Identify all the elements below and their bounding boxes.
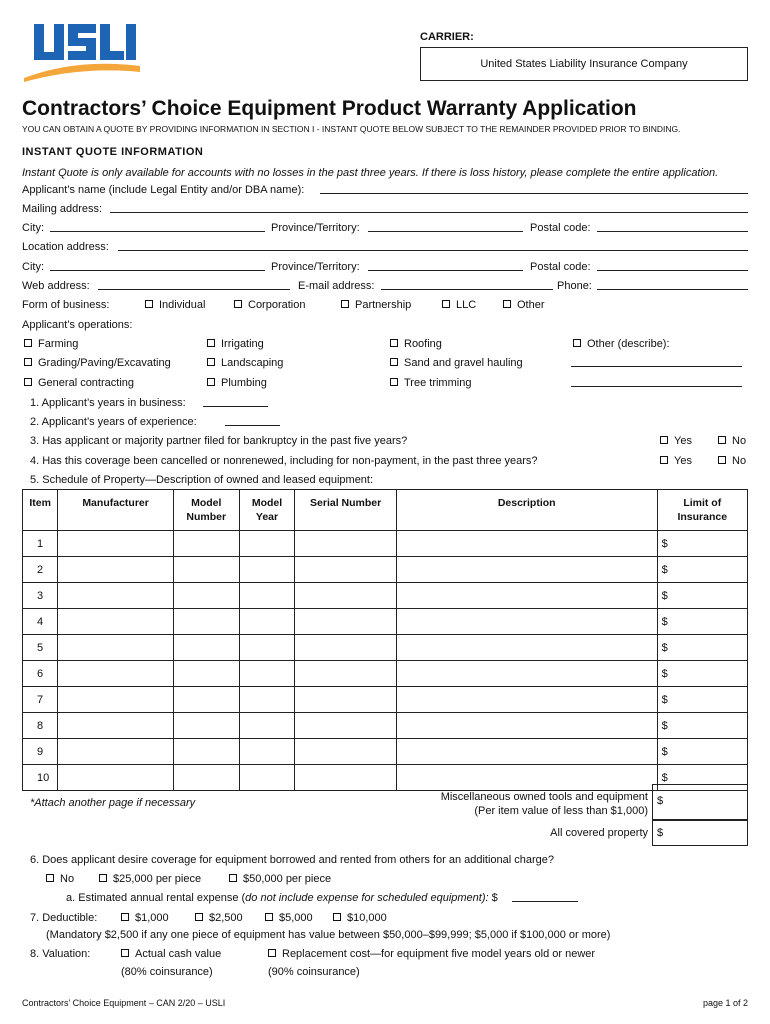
footer-page-number: page 1 of 2 — [702, 998, 748, 1008]
table-row — [23, 609, 748, 635]
op-general-contracting[interactable]: General contracting — [24, 377, 134, 389]
operations-label: Applicant’s operations: — [22, 319, 133, 331]
description-cell[interactable] — [396, 635, 657, 661]
manufacturer-cell[interactable] — [58, 531, 174, 557]
page-title: Contractors’ Choice Equipment Product Warranty Application — [22, 97, 637, 120]
phone-field[interactable] — [597, 289, 748, 290]
checkbox-icon[interactable] — [333, 913, 341, 921]
op-other-describe-field-2[interactable] — [571, 386, 742, 387]
item-number: 4 — [23, 609, 58, 635]
model-year-cell[interactable] — [239, 739, 295, 765]
location-address-label: Location address: — [22, 241, 109, 253]
email-field[interactable] — [381, 289, 553, 290]
checkbox-icon[interactable] — [390, 358, 398, 366]
model-number-cell[interactable] — [173, 609, 239, 635]
checkbox-icon[interactable] — [121, 913, 129, 921]
q6a-label: a. Estimated annual rental expense (do not include expense for scheduled equipment): $ — [66, 892, 498, 904]
col-model-year: Model Year — [239, 490, 295, 531]
manufacturer-cell[interactable] — [58, 609, 174, 635]
description-cell[interactable] — [396, 531, 657, 557]
description-cell[interactable] — [396, 583, 657, 609]
limit-cell[interactable]: $ — [657, 739, 747, 765]
col-serial-number: Serial Number — [295, 490, 396, 531]
checkbox-icon[interactable] — [660, 456, 668, 464]
checkbox-icon[interactable] — [207, 378, 215, 386]
q3-yes[interactable]: Yes — [660, 435, 692, 447]
q2-field[interactable] — [225, 425, 280, 426]
manufacturer-cell[interactable] — [58, 765, 174, 791]
limit-cell[interactable]: $ — [657, 531, 747, 557]
checkbox-icon[interactable] — [265, 913, 273, 921]
checkbox-icon[interactable] — [24, 378, 32, 386]
q5-label: 5. Schedule of Property—Description of owned and leased equipment: — [30, 474, 374, 486]
checkbox-icon[interactable] — [207, 339, 215, 347]
page-subtitle: YOU CAN OBTAIN A QUOTE BY PROVIDING INFORMATION IN SECTION I - INSTANT QUOTE BELOW SUBJECT TO THE REMAINDER PROVIDED PRIOR TO BINDING. — [22, 124, 681, 134]
col-model-number: Model Number — [173, 490, 239, 531]
q3-label: 3. Has applicant or majority partner filed for bankruptcy in the past five years? — [30, 435, 408, 447]
model-year-cell[interactable] — [239, 557, 295, 583]
location-address-field[interactable] — [118, 250, 748, 251]
schedule-header-row — [23, 490, 748, 531]
instant-quote-note: Instant Quote is only available for accounts with no losses in the past three years. If there is loss history, please complete the entire application. — [22, 167, 719, 179]
table-row — [23, 557, 748, 583]
q1-label: 1. Applicant’s years in business: — [30, 397, 186, 409]
op-roofing[interactable]: Roofing — [390, 338, 442, 350]
q6-25000[interactable]: $25,000 per piece — [99, 873, 201, 885]
table-row — [23, 635, 748, 661]
description-cell[interactable] — [396, 609, 657, 635]
limit-cell[interactable]: $ — [657, 765, 747, 791]
description-cell[interactable] — [396, 661, 657, 687]
item-number: 3 — [23, 583, 58, 609]
model-number-cell[interactable] — [173, 557, 239, 583]
serial-number-cell[interactable] — [295, 531, 396, 557]
op-landscaping[interactable]: Landscaping — [207, 357, 283, 369]
op-sand-gravel[interactable]: Sand and gravel hauling — [390, 357, 523, 369]
table-row — [23, 739, 748, 765]
checkbox-icon[interactable] — [718, 436, 726, 444]
description-cell[interactable] — [396, 713, 657, 739]
op-grading[interactable]: Grading/Paving/Excavating — [24, 357, 171, 369]
model-year-cell[interactable] — [239, 531, 295, 557]
col-item: Item — [23, 490, 58, 531]
q7-label: 7. Deductible: — [30, 912, 98, 924]
col-description: Description — [396, 490, 657, 531]
q4-label: 4. Has this coverage been cancelled or nonrenewed, including for non-payment, in the past three years? — [30, 455, 538, 467]
model-year-cell[interactable] — [239, 687, 295, 713]
web-field[interactable] — [98, 289, 290, 290]
model-number-cell[interactable] — [173, 583, 239, 609]
checkbox-icon[interactable] — [234, 300, 242, 308]
valuation-replacement[interactable]: Replacement cost—for equipment five model years old or newer — [268, 948, 595, 960]
model-year-cell[interactable] — [239, 609, 295, 635]
checkbox-icon[interactable] — [268, 949, 276, 957]
serial-number-cell[interactable] — [295, 583, 396, 609]
checkbox-icon[interactable] — [207, 358, 215, 366]
q4-yes[interactable]: Yes — [660, 455, 692, 467]
fob-other[interactable]: Other — [503, 299, 545, 311]
postal-field[interactable] — [597, 231, 748, 232]
applicant-name-field[interactable] — [320, 193, 748, 194]
checkbox-icon[interactable] — [660, 436, 668, 444]
q1-field[interactable] — [203, 406, 268, 407]
serial-number-cell[interactable] — [295, 713, 396, 739]
q6-label: 6. Does applicant desire coverage for equipment borrowed and rented from others for an additional charge? — [30, 854, 555, 866]
fob-corporation[interactable]: Corporation — [234, 299, 305, 311]
deductible-10000[interactable]: $10,000 — [333, 912, 387, 924]
manufacturer-cell[interactable] — [58, 661, 174, 687]
checkbox-icon[interactable] — [24, 358, 32, 366]
item-number: 9 — [23, 739, 58, 765]
deductible-1000[interactable]: $1,000 — [121, 912, 169, 924]
city-label: City: — [22, 222, 44, 234]
model-number-cell[interactable] — [173, 739, 239, 765]
checkbox-icon[interactable] — [503, 300, 511, 308]
location-province-label: Province/Territory: — [271, 261, 360, 273]
fob-individual[interactable]: Individual — [145, 299, 205, 311]
carrier-name[interactable]: United States Liability Insurance Company — [420, 47, 748, 81]
province-field[interactable] — [368, 231, 523, 232]
op-other[interactable]: Other (describe): — [573, 338, 670, 350]
model-number-cell[interactable] — [173, 661, 239, 687]
manufacturer-cell[interactable] — [58, 557, 174, 583]
model-number-cell[interactable] — [173, 687, 239, 713]
manufacturer-cell[interactable] — [58, 739, 174, 765]
province-label: Province/Territory: — [271, 222, 360, 234]
location-postal-field[interactable] — [597, 270, 748, 271]
footer-form-id: Contractors’ Choice Equipment – CAN 2/20 – USLI — [22, 998, 226, 1008]
usli-logo — [22, 20, 142, 82]
limit-cell[interactable]: $ — [657, 583, 747, 609]
serial-number-cell[interactable] — [295, 739, 396, 765]
checkbox-icon[interactable] — [24, 339, 32, 347]
carrier-label: CARRIER: — [420, 31, 474, 43]
limit-cell[interactable]: $ — [657, 713, 747, 739]
phone-label: Phone: — [557, 280, 592, 292]
table-row — [23, 765, 748, 791]
serial-number-cell[interactable] — [295, 557, 396, 583]
q6-50000[interactable]: $50,000 per piece — [229, 873, 331, 885]
checkbox-icon[interactable] — [195, 913, 203, 921]
checkbox-icon[interactable] — [341, 300, 349, 308]
item-number: 5 — [23, 635, 58, 661]
model-number-cell[interactable] — [173, 531, 239, 557]
manufacturer-cell[interactable] — [58, 687, 174, 713]
item-number: 10 — [23, 765, 58, 791]
checkbox-icon[interactable] — [229, 874, 237, 882]
checkbox-icon[interactable] — [145, 300, 153, 308]
model-year-cell[interactable] — [239, 713, 295, 739]
manufacturer-cell[interactable] — [58, 713, 174, 739]
all-covered-limit-field[interactable]: $ — [652, 820, 748, 846]
op-tree-trimming[interactable]: Tree trimming — [390, 377, 471, 389]
valuation-acv[interactable]: Actual cash value — [121, 948, 221, 960]
col-manufacturer: Manufacturer — [58, 490, 174, 531]
item-number: 2 — [23, 557, 58, 583]
op-plumbing[interactable]: Plumbing — [207, 377, 267, 389]
q3-no[interactable]: No — [718, 435, 746, 447]
checkbox-icon[interactable] — [718, 456, 726, 464]
model-year-cell[interactable] — [239, 765, 295, 791]
limit-cell[interactable]: $ — [657, 687, 747, 713]
mailing-address-label: Mailing address: — [22, 203, 103, 215]
fob-partnership[interactable]: Partnership — [341, 299, 411, 311]
applicant-name-label: Applicant’s name (include Legal Entity and/or DBA name): — [22, 184, 305, 196]
item-number: 7 — [23, 687, 58, 713]
deductible-5000[interactable]: $5,000 — [265, 912, 313, 924]
serial-number-cell[interactable] — [295, 609, 396, 635]
checkbox-icon[interactable] — [390, 339, 398, 347]
manufacturer-cell[interactable] — [58, 583, 174, 609]
form-of-business-label: Form of business: — [22, 299, 110, 311]
q6-no[interactable]: No — [46, 873, 74, 885]
description-cell[interactable] — [396, 687, 657, 713]
model-year-cell[interactable] — [239, 661, 295, 687]
location-postal-label: Postal code: — [530, 261, 591, 273]
op-irrigating[interactable]: Irrigating — [207, 338, 264, 350]
table-row — [23, 661, 748, 687]
email-label: E-mail address: — [298, 280, 375, 292]
description-cell[interactable] — [396, 765, 657, 791]
checkbox-icon[interactable] — [99, 874, 107, 882]
table-row — [23, 583, 748, 609]
serial-number-cell[interactable] — [295, 635, 396, 661]
serial-number-cell[interactable] — [295, 765, 396, 791]
location-province-field[interactable] — [368, 270, 523, 271]
limit-cell[interactable]: $ — [657, 609, 747, 635]
attach-note: *Attach another page if necessary — [30, 797, 196, 809]
schedule-table — [22, 489, 748, 791]
limit-cell[interactable]: $ — [657, 557, 747, 583]
all-covered-label: All covered property — [550, 827, 648, 839]
serial-number-cell[interactable] — [295, 661, 396, 687]
description-cell[interactable] — [396, 557, 657, 583]
misc-tools-limit-field[interactable]: $ — [652, 784, 748, 820]
q8-label: 8. Valuation: — [30, 948, 91, 960]
description-cell[interactable] — [396, 739, 657, 765]
model-year-cell[interactable] — [239, 635, 295, 661]
item-number: 6 — [23, 661, 58, 687]
deductible-note: (Mandatory $2,500 if any one piece of equipment has value between $50,000–$99,999; $5,000 if $100,000 or more) — [46, 929, 611, 941]
q2-label: 2. Applicant’s years of experience: — [30, 416, 197, 428]
model-number-cell[interactable] — [173, 713, 239, 739]
fob-llc[interactable]: LLC — [442, 299, 476, 311]
checkbox-icon[interactable] — [573, 339, 581, 347]
misc-tools-label: Miscellaneous owned tools and equipment (Per item value of less than $1,000) — [440, 791, 648, 817]
op-other-describe-field-1[interactable] — [571, 366, 742, 367]
item-number: 8 — [23, 713, 58, 739]
checkbox-icon[interactable] — [46, 874, 54, 882]
checkbox-icon[interactable] — [121, 949, 129, 957]
item-number: 1 — [23, 531, 58, 557]
valuation-replacement-sub: (90% coinsurance) — [268, 966, 360, 978]
model-number-cell[interactable] — [173, 635, 239, 661]
checkbox-icon[interactable] — [390, 378, 398, 386]
op-farming[interactable]: Farming — [24, 338, 78, 350]
web-label: Web address: — [22, 280, 90, 292]
table-row — [23, 687, 748, 713]
table-row — [23, 531, 748, 557]
section-heading: INSTANT QUOTE INFORMATION — [22, 146, 204, 158]
deductible-2500[interactable]: $2,500 — [195, 912, 243, 924]
location-city-label: City: — [22, 261, 44, 273]
q6a-field[interactable] — [512, 901, 578, 902]
limit-cell[interactable]: $ — [657, 635, 747, 661]
q4-no[interactable]: No — [718, 455, 746, 467]
serial-number-cell[interactable] — [295, 687, 396, 713]
model-number-cell[interactable] — [173, 765, 239, 791]
mailing-address-field[interactable] — [110, 212, 748, 213]
model-year-cell[interactable] — [239, 583, 295, 609]
city-field[interactable] — [50, 231, 265, 232]
valuation-acv-sub: (80% coinsurance) — [121, 966, 213, 978]
manufacturer-cell[interactable] — [58, 635, 174, 661]
table-row — [23, 713, 748, 739]
postal-label: Postal code: — [530, 222, 591, 234]
checkbox-icon[interactable] — [442, 300, 450, 308]
limit-cell[interactable]: $ — [657, 661, 747, 687]
col-limit: Limit of Insurance — [657, 490, 747, 531]
location-city-field[interactable] — [50, 270, 265, 271]
